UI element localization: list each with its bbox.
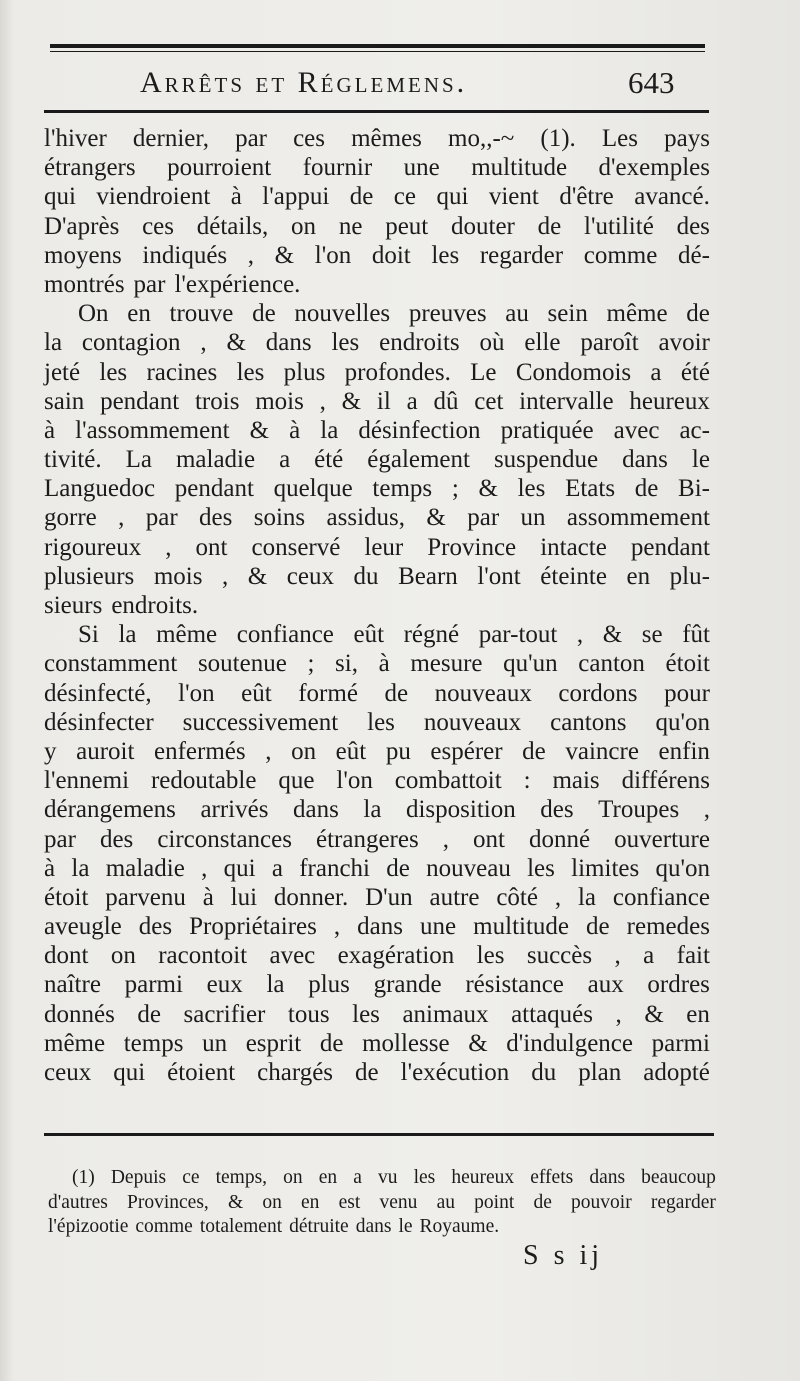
text-line: à la maladie , qui a franchi de nouveau les limites qu'on: [44, 854, 710, 882]
text-line: dont on racontoit avec exagération les succès , a fait: [44, 942, 710, 970]
text-line: dérangemens arrivés dans la disposition des Troupes ,: [44, 796, 710, 824]
text-line: l'hiver dernier, par ces mêmes mo,,-~ (1). Les pays: [44, 125, 710, 152]
running-head: Arrêts et Réglemens.: [140, 66, 468, 99]
text-line: rigoureux , ont conservé leur Province intacte pendant: [44, 533, 710, 561]
footnote-rule: [44, 1133, 714, 1136]
text-line: tivité. La maladie a été également suspendue dans le: [44, 446, 710, 474]
text-line: D'après ces détails, on ne peut douter de l'utilité des: [44, 212, 710, 240]
text-line: l'ennemi redoutable que l'on combattoit : mais différens: [44, 767, 710, 795]
text-line: l'épizootie comme totalement détruite dans le Royaume.: [48, 1216, 500, 1237]
text-line: y auroit enfermés , on eût pu espérer de vaincre enfin: [44, 737, 710, 765]
text-line: aveugle des Propriétaires , dans une multitude de remedes: [44, 913, 710, 941]
text-line: d'autres Provinces, & on en est venu au point de pouvoir regarder: [48, 1191, 716, 1213]
text-line: Si la même confiance eût régné par-tout , & se fût: [78, 621, 710, 649]
text-line: On en trouve de nouvelles preuves au sein même de: [78, 300, 710, 328]
text-line: constamment soutenue ; si, à mesure qu'un canton étoit: [44, 650, 710, 678]
top-rule-thick: [50, 44, 705, 48]
text-line: sieurs endroits.: [44, 592, 199, 619]
text-line: à l'assommement & à la désinfection pratiquée avec ac-: [44, 416, 710, 444]
text-line: jeté les racines les plus profondes. Le Condomois a été: [44, 358, 710, 386]
text-line: montrés par l'expérience.: [44, 270, 301, 298]
footnote: [48, 1166, 716, 1240]
text-line: ceux qui étoient chargés de l'exécution du plan adopté: [44, 1059, 710, 1086]
text-line: gorre , par des soins assidus, & par un assommement: [44, 504, 710, 532]
text-line: moyens indiqués , & l'on doit les regarder comme dé-: [44, 241, 710, 269]
text-line: même temps un esprit de mollesse & d'indulgence parmi: [44, 1029, 710, 1057]
signature-mark: S s ij: [523, 1240, 604, 1271]
text-line: Languedoc pendant quelque temps ; & les Etats de Bi-: [44, 475, 710, 503]
text-line: sain pendant trois mois , & il a dû cet intervalle heureux: [44, 387, 710, 415]
text-line: étoit parvenu à lui donner. D'un autre côté , la confiance: [44, 883, 710, 911]
page-number: 643: [628, 65, 675, 100]
header-rule: [44, 110, 709, 113]
body-text: [44, 124, 710, 1087]
text-line: par des circonstances étrangeres , ont donné ouverture: [44, 825, 710, 853]
text-line: la contagion , & dans les endroits où elle paroît avoir: [44, 329, 710, 357]
top-rule-thin: [50, 51, 705, 52]
text-line: naître parmi eux la plus grande résistance aux ordres: [44, 971, 710, 999]
text-line: plusieurs mois , & ceux du Bearn l'ont éteinte en plu-: [44, 562, 710, 590]
text-line: désinfecter successivement les nouveaux cantons qu'on: [44, 708, 710, 736]
text-line: étrangers pourroient fournir une multitude d'exemples: [44, 154, 710, 182]
text-line: désinfecté, l'on eût formé de nouveaux cordons pour: [44, 679, 710, 707]
text-line: donnés de sacrifier tous les animaux attaqués , & en: [44, 1000, 710, 1028]
text-line: qui viendroient à l'appui de ce qui vient d'être avancé.: [44, 183, 710, 211]
text-line: (1) Depuis ce temps, on en a vu les heureux effets dans beaucoup: [72, 1167, 716, 1188]
